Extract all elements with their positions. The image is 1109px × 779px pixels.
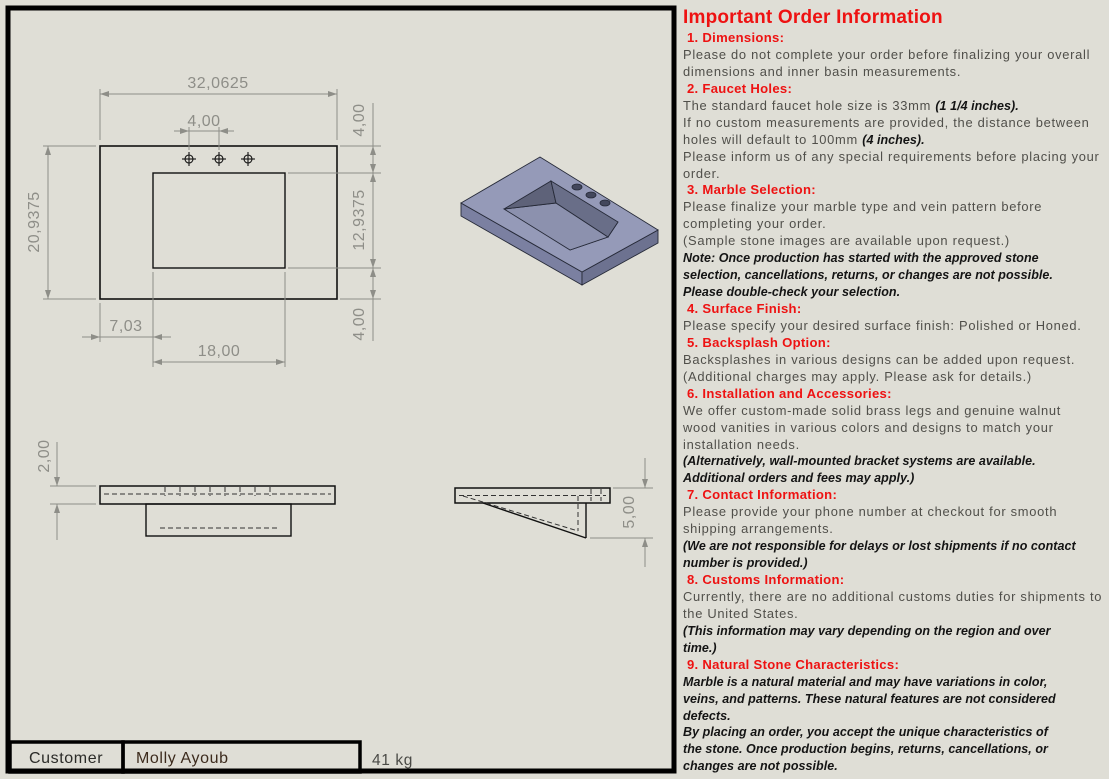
note-line: Marble is a natural material and may have variations in color, <box>683 674 1048 689</box>
note-heading: 4. Surface Finish: <box>683 301 802 316</box>
note-line: time.) <box>683 640 717 655</box>
plan-dimension-lines <box>43 89 381 367</box>
note-heading: 6. Installation and Accessories: <box>683 385 892 401</box>
info-panel-title: Important Order Information <box>683 7 943 28</box>
note-line <box>683 132 1105 149</box>
note-line: (This information may vary depending on the region and over <box>683 623 1051 638</box>
note-line: (Alternatively, wall-mounted bracket systems are available. <box>683 454 1036 469</box>
note-line: We offer custom-made solid brass legs and genuine walnut <box>683 402 1062 418</box>
note-line: wood vanities in various colors and designs to match your <box>683 419 1054 435</box>
note-heading: 9. Natural Stone Characteristics: <box>683 656 900 672</box>
note-line: Please finalize your marble type and vein pattern before <box>683 199 1043 215</box>
dim-basin-top-margin: 4,00 <box>351 103 368 137</box>
dim-basin-bottom-margin: 4,00 <box>351 307 368 341</box>
note-line: Please inform us of any special requirements before placing your <box>683 148 1100 164</box>
note-line: changes are not possible. <box>683 759 838 774</box>
sheet-frame <box>8 8 674 771</box>
note-line: installation needs. <box>683 436 800 452</box>
dim-basin-depth-plan: 12,9375 <box>351 189 368 251</box>
note-line: shipping arrangements. <box>683 521 834 537</box>
note-heading: 1. Dimensions: <box>683 30 785 45</box>
note-line: Backsplashes in various designs can be added upon request. <box>683 351 1076 367</box>
note-heading: 2. Faucet Holes: <box>683 80 793 96</box>
top-view <box>26 75 381 367</box>
dim-basin-inset-left: 7,03 <box>109 318 143 335</box>
dim-faucet-hole-spacing: 4,00 <box>187 113 221 130</box>
note-line: completing your order. <box>683 216 827 232</box>
note-line: Please do not complete your order before finalizing your overall <box>683 46 1091 62</box>
weight-value: 41 kg <box>372 752 413 769</box>
dim-basin-depth: 5,00 <box>621 495 638 529</box>
faucet-hole-marks <box>182 152 255 166</box>
note-line: order. <box>683 165 721 181</box>
customer-name: Molly Ayoub <box>136 750 229 767</box>
note-line: selection, cancellations, returns, or changes are not possible. <box>683 268 1053 283</box>
note-line <box>683 98 1105 115</box>
note-line: dimensions and inner basin measurements. <box>683 63 962 79</box>
dim-overall-width: 32,0625 <box>187 75 249 92</box>
note-line: veins, and patterns. These natural features are not considered <box>683 691 1056 706</box>
iso-view <box>461 157 658 285</box>
info-panel-lines <box>683 30 1105 775</box>
dim-overall-depth: 20,9375 <box>26 191 43 253</box>
note-line: If no custom measurements are provided, the distance between <box>683 114 1090 130</box>
note-segment: (1 1/4 inches). <box>935 98 1019 113</box>
note-line: defects. <box>683 708 731 723</box>
note-line: Please double-check your selection. <box>683 285 901 300</box>
note-heading: 7. Contact Information: <box>683 487 838 503</box>
note-line: number is provided.) <box>683 556 808 571</box>
side-section-view <box>455 458 653 567</box>
title-block <box>10 742 413 772</box>
note-heading: 5. Backsplash Option: <box>683 334 831 350</box>
note-line: Please specify your desired surface finish: Polished or Honed. <box>683 317 1082 333</box>
note-line: (Additional charges may apply. Please ask for details.) <box>683 368 1032 384</box>
note-line: Additional orders and fees may apply.) <box>683 471 915 486</box>
note-heading: 8. Customs Information: <box>683 572 845 587</box>
plan-dimension-arrows <box>45 91 376 365</box>
note-line: the United States. <box>683 605 799 621</box>
dim-slab-thickness: 2,00 <box>36 439 53 473</box>
note-segment: holes will default to 100mm <box>683 131 863 147</box>
note-line: the stone. Once production begins, returns, cancellations, or <box>683 742 1048 757</box>
note-line: (We are not responsible for delays or lost shipments if no contact <box>683 539 1076 554</box>
note-segment: The standard faucet hole size is 33mm <box>683 97 936 113</box>
note-line: Please provide your phone number at checkout for smooth <box>683 504 1058 520</box>
note-line: Note: Once production has started with the approved stone <box>683 251 1039 266</box>
order-information-panel <box>683 6 1105 775</box>
note-line: (Sample stone images are available upon request.) <box>683 233 1010 249</box>
customer-label: Customer <box>29 750 104 767</box>
front-section-view <box>36 439 335 540</box>
note-segment: (4 inches). <box>862 132 925 147</box>
note-line: Currently, there are no additional customs duties for shipments to <box>683 588 1103 604</box>
note-heading: 3. Marble Selection: <box>683 182 816 198</box>
dim-basin-width: 18,00 <box>197 343 241 360</box>
note-line: By placing an order, you accept the unique characteristics of <box>683 725 1048 740</box>
